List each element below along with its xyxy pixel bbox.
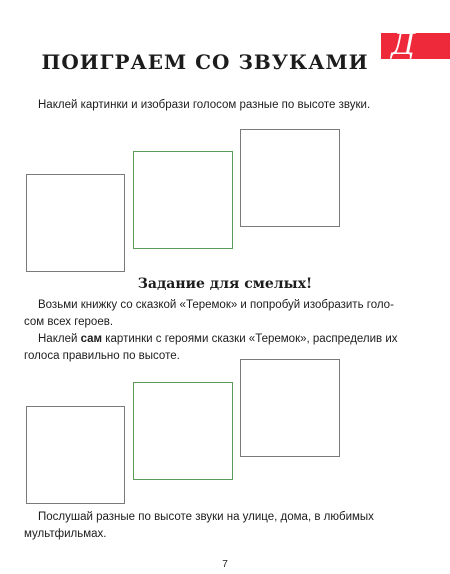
bonus-paragraph-2-start: Наклей: [38, 333, 81, 345]
page-title: ПОИГРАЕМ СО ЗВУКАМИ: [41, 50, 369, 74]
section-letter: Д: [391, 27, 416, 62]
bonus-paragraph-2-end: картинки с героями сказки «Теремок», распределив их: [102, 333, 398, 345]
bonus-paragraph-1: [24, 297, 428, 331]
bonus-heading: Задание для смелых!: [137, 276, 313, 292]
footer-line-2: мультфильмах.: [24, 528, 107, 540]
bonus-paragraph-2-line-2: голоса правильно по высоте.: [24, 350, 180, 362]
bonus-paragraph-2: [24, 331, 428, 365]
sticker-box-small[interactable]: [26, 174, 125, 272]
page-number: 7: [222, 559, 228, 570]
sticker-box-large[interactable]: [240, 129, 340, 227]
bonus-paragraph-1-line-1: Возьми книжку со сказкой «Теремок» и попробуй изобразить голо-: [38, 299, 394, 311]
bonus-sticker-box-large[interactable]: [240, 359, 340, 457]
footer-line-1: Послушай разные по высоте звуки на улице, дома, в любимых: [38, 511, 374, 523]
bonus-sticker-box-medium[interactable]: [133, 382, 233, 480]
task1-instruction: Наклей картинки и изобрази голосом разные по высоте звуки.: [38, 99, 371, 111]
bonus-paragraph-1-line-2: сом всех героев.: [24, 316, 114, 328]
bonus-sticker-box-small[interactable]: [26, 406, 125, 504]
sticker-box-medium[interactable]: [133, 151, 233, 249]
footer-paragraph: [24, 509, 433, 543]
bonus-paragraph-2-bold: сам: [80, 333, 103, 345]
